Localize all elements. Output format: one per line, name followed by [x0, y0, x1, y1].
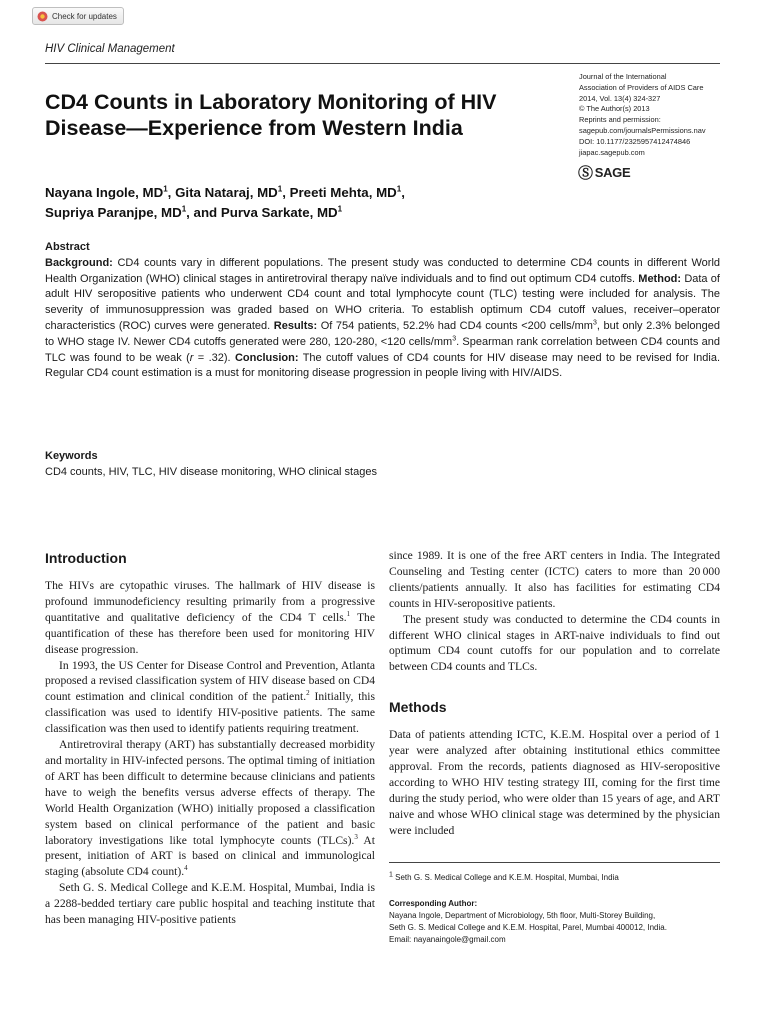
- author-separator: ,: [167, 185, 176, 200]
- method-text: Data of adult HIV seropositive patients who underwent CD4 count and total lymphocyte count (TLC) testing were included for analysis. The severity of immunosuppression was graded based on WHO criteria. To establish optimum CD4 cutoff values, receiver–operator characteristics (ROC) curves were generated.: [45, 272, 720, 332]
- sage-s-icon: Ⓢ: [578, 165, 593, 182]
- paragraph-text: Initially, this classification was used to identify HIV-positive patients. The same classification was then used to identify patients requiring treatment.: [45, 690, 375, 736]
- journal-info-line: Association of Providers of AIDS Care: [579, 82, 704, 92]
- paragraph: Seth G. S. Medical College and K.E.M. Hospital, Mumbai, India is a 2288-bedded tertiary care public hospital and teaching institute that has been managing HIV-positive patients: [45, 881, 375, 927]
- corresponding-heading: Corresponding Author:: [389, 899, 478, 908]
- journal-info: [579, 72, 729, 158]
- corresponding-line: Nayana Ingole, Department of Microbiology, 5th floor, Multi-Storey Building,: [389, 911, 656, 920]
- affiliation-mark: 1: [163, 184, 168, 194]
- methods-heading: Methods: [389, 699, 447, 716]
- journal-info-line: Reprints and permission:: [579, 115, 661, 125]
- background-text: CD4 counts vary in different populations. The present study was conducted to determine CD4 counts in different World Health Organization (WHO) clinical stages in antiretroviral therapy naïve individuals and to find out optimum CD4 cutoffs.: [45, 256, 721, 285]
- results-text: Of 754 patients, 52.2% had CD4 counts <200 cells/mm: [320, 319, 593, 332]
- left-column: [45, 548, 375, 928]
- paragraph-text: The HIVs are cytopathic viruses. The hallmark of HIV disease is profound immunodeficiency resulting primarily from a progressive quantitative and qualitative deficiency of the CD4 T cells.: [45, 579, 375, 624]
- results-text: , but only 2.3% belonged to WHO stage IV. Newer CD4 cutoffs generated were 280, 120-280, <120 cells/mm: [45, 319, 721, 348]
- paragraph: [45, 578, 375, 658]
- results-text: = .32).: [193, 351, 231, 364]
- paragraph: [45, 737, 375, 880]
- paragraph: The present study was conducted to determine the CD4 counts in different WHO clinical stages in ART-naive individuals to find out optimum CD4 count cutoffs for our population and to correlate between CD4 counts and TLCs.: [389, 612, 720, 674]
- affiliation-footnote: [389, 872, 720, 883]
- abstract-body: [45, 256, 720, 382]
- journal-info-line[interactable]: jiapac.sagepub.com: [579, 147, 645, 157]
- article-title: CD4 Counts in Laboratory Monitoring of HIV Disease—Experience from Western India: [45, 90, 497, 140]
- corresponding-author: [389, 898, 720, 946]
- conclusion-text: The cutoff values of CD4 counts for HIV disease may need to be revised for India. Regular CD4 count estimation is a must for monitoring disease progression in people living with HIV/AIDS.: [45, 351, 721, 380]
- superscript: 3: [592, 319, 597, 327]
- paragraph: [45, 658, 375, 738]
- corresponding-email[interactable]: Email: nayanaingole@gmail.com: [389, 935, 506, 944]
- results-label: Results:: [273, 319, 318, 332]
- paragraph-text: Antiretroviral therapy (ART) has substantially decreased morbidity and mortality in HIV-infected persons. The optimal timing of initiation of ART has been difficult to determine because clinicians and patients have to weigh the benefits versus adverse effects of therapy. The World Health Organization (WHO) initially proposed a classification system based on clinical performance of the patient and basic laboratory investigations like total lymphocyte counts (TLCs).: [45, 738, 375, 847]
- method-label: Method:: [638, 272, 682, 285]
- paragraph: Data of patients attending ICTC, K.E.M. Hospital over a period of 1 year were analyzed after obtaining institutional ethics committee approval. From the records, patients diagnosed as HIV-seropositive according to WHO HIV testing strategy III, coming for the first time during the study period, who were older than 15 years of age, and ART naive and whose WHO clinical stage was determined by the physician were included: [389, 728, 720, 837]
- author-name: Preeti Mehta, MD: [289, 185, 397, 200]
- results-r-symbol: r: [189, 351, 194, 364]
- abstract: [45, 240, 720, 382]
- affiliation-mark: 1: [389, 871, 393, 879]
- citation-ref[interactable]: 3: [354, 832, 358, 841]
- right-column: [389, 548, 720, 839]
- author-name: Nayana Ingole, MD: [45, 185, 164, 200]
- citation-ref[interactable]: 1: [346, 609, 351, 618]
- affiliation-mark: 1: [337, 204, 343, 214]
- check-updates-icon: [37, 11, 48, 22]
- superscript: 3: [452, 335, 457, 343]
- keywords: [45, 449, 720, 481]
- footnote-divider: [389, 862, 720, 863]
- journal-info-line: © The Author(s) 2013: [579, 104, 650, 114]
- affiliation-mark: 1: [396, 184, 402, 194]
- author-name: Gita Nataraj, MD: [175, 185, 278, 200]
- citation-ref[interactable]: 2: [306, 689, 310, 698]
- corresponding-line: Seth G. S. Medical College and K.E.M. Hospital, Parel, Mumbai 400012, India.: [389, 923, 667, 932]
- conclusion-label: Conclusion:: [234, 351, 299, 364]
- journal-info-line[interactable]: DOI: 10.1177/2325957412474846: [579, 136, 691, 146]
- citation-ref[interactable]: 4: [184, 864, 188, 873]
- introduction-heading: Introduction: [45, 550, 127, 566]
- keywords-text: CD4 counts, HIV, TLC, HIV disease monitoring, WHO clinical stages: [45, 465, 377, 478]
- journal-info-line: 2014, Vol. 13(4) 324-327: [579, 93, 661, 103]
- background-label: Background:: [45, 256, 113, 269]
- paragraph: since 1989. It is one of the free ART centers in India. The Integrated Counseling and Testing center (ICTC) caters to more than 20 000 clients/patients annually. It also has facilities for estimating CD4 counts in HIV-seropositive patients.: [389, 549, 720, 610]
- journal-info-line[interactable]: sagepub.com/journalsPermissions.nav: [579, 125, 706, 135]
- author-name: Supriya Paranjpe, MD: [45, 204, 182, 220]
- affiliation-text: Seth G. S. Medical College and K.E.M. Hospital, Mumbai, India: [395, 873, 619, 882]
- header-divider: [45, 63, 720, 64]
- check-for-updates-button[interactable]: [32, 7, 124, 25]
- affiliation-mark: 1: [277, 184, 283, 194]
- paragraph-text: The quantification of these has therefore been used for monitoring HIV disease progression.: [45, 610, 375, 656]
- affiliation-mark: 1: [181, 204, 187, 214]
- results-text: . Spearman rank correlation between CD4 counts and TLC was found to be weak (: [45, 335, 720, 364]
- section-header: HIV Clinical Management: [45, 43, 175, 55]
- author-separator: , and: [186, 204, 221, 220]
- author-separator: ,: [282, 185, 290, 200]
- check-updates-label: Check for updates: [52, 11, 117, 21]
- paragraph-text: In 1993, the US Center for Disease Control and Prevention, Atlanta proposed a revised classification system of HIV disease based on CD4 count estimation and clinical condition of the patient.: [45, 658, 375, 704]
- author-name: Purva Sarkate, MD: [220, 204, 338, 220]
- author-separator: ,: [401, 185, 405, 200]
- abstract-heading: Abstract: [45, 241, 90, 253]
- keywords-heading: Keywords: [45, 450, 98, 462]
- sage-logo: [578, 162, 630, 183]
- journal-info-line: Journal of the International: [579, 72, 667, 81]
- paragraph-text: At present, initiation of ART is based on clinical and immunological staging (absolute CD4 count).: [45, 833, 375, 879]
- sage-logo-text: SAGE: [594, 165, 631, 180]
- author-list: [45, 183, 605, 222]
